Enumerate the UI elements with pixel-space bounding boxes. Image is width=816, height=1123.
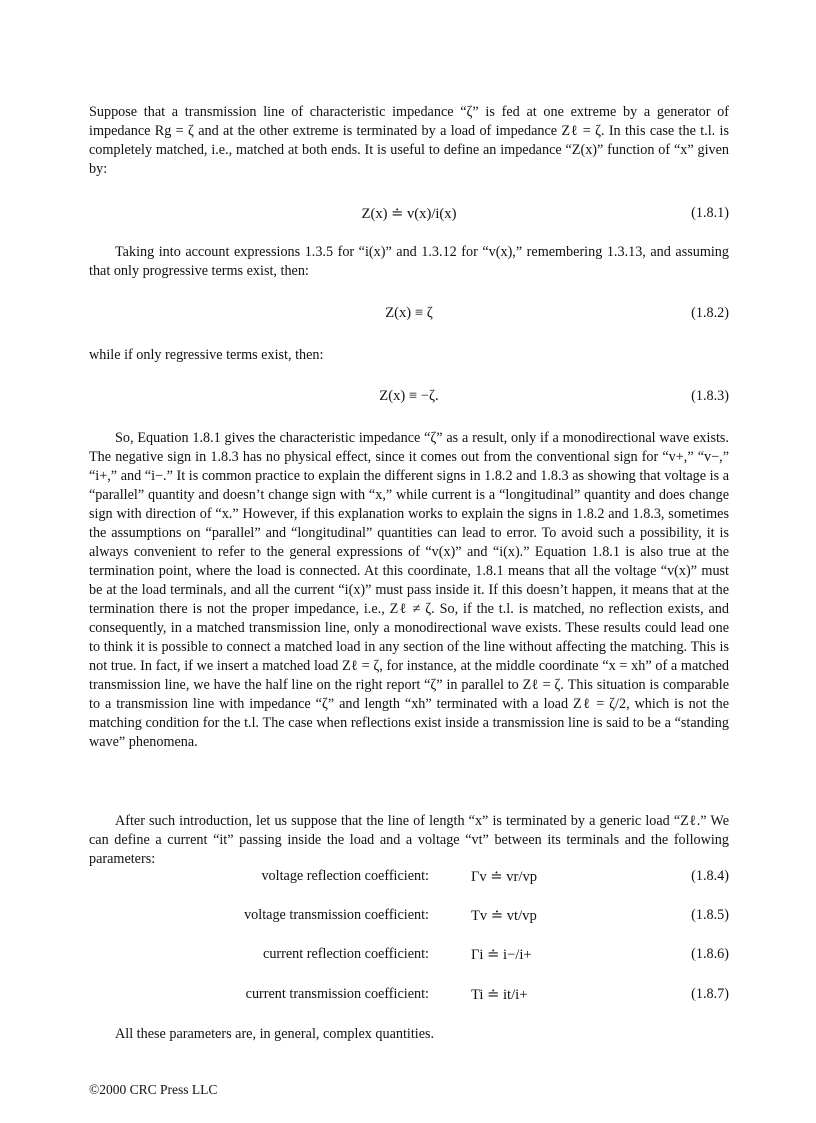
equation-number: (1.8.4)	[691, 868, 729, 884]
equation-number: (1.8.2)	[691, 305, 729, 321]
paragraph-expressions: Taking into account expressions 1.3.5 for “i(x)” and 1.3.12 for “v(x),” remembering 1.3.13, and assuming that only progressive terms exist, then:	[89, 244, 729, 279]
coefficient-label: voltage reflection coefficient:	[261, 868, 429, 884]
equation-number: (1.8.7)	[691, 986, 729, 1002]
coefficient-row-1-8-7	[89, 984, 729, 1006]
equation-expression: Z(x) ≐ v(x)/i(x)	[361, 206, 457, 222]
coefficient-label: voltage transmission coefficient:	[244, 907, 429, 923]
equation-expression: Z(x) ≡ ζ	[385, 305, 433, 321]
coefficient-label: current transmission coefficient:	[245, 986, 429, 1002]
equation-1-8-2	[89, 303, 729, 325]
equation-number: (1.8.6)	[691, 946, 729, 962]
coefficient-label: current reflection coefficient:	[263, 946, 429, 962]
coefficient-expression: Γv ≐ vr/vp	[471, 869, 538, 885]
coefficient-row-1-8-4	[89, 866, 729, 888]
equation-number: (1.8.3)	[691, 388, 729, 404]
paragraph-conclusion: All these parameters are, in general, complex quantities.	[115, 1026, 435, 1042]
paragraph-intro: Suppose that a transmission line of characteristic impedance “ζ” is fed at one extreme by a generator of impedance Rg = ζ and at the other extreme is terminated by a load of impedance Zℓ = ζ. In this case the t.l. is completely matched, i.e., matched at both ends. It is useful to define an impedance “Z(x)” function of “x” given by:	[89, 104, 729, 177]
equation-1-8-1	[89, 203, 729, 225]
paragraph-regressive: while if only regressive terms exist, then:	[89, 347, 324, 363]
equation-1-8-3	[89, 386, 729, 408]
equation-number: (1.8.1)	[691, 205, 729, 221]
equation-number: (1.8.5)	[691, 907, 729, 923]
equation-expression: Z(x) ≡ −ζ.	[379, 388, 439, 404]
coefficient-expression: Γi ≐ i−/i+	[471, 947, 532, 963]
paragraph-discussion: So, Equation 1.8.1 gives the characteristic impedance “ζ” as a result, only if a monodirectional wave exists. The negative sign in 1.8.3 has no physical effect, since it comes out from the conventional sign for “v+,” “v−,” “i+,” and “i−.” It is common practice to explain the different signs in 1.8.2 and 1.8.3 as showing that voltage is a “parallel” quantity and doesn’t change sign with “x,” while current is a “longitudinal” quantity and does change sign with direction of “x.” However, if this explanation works to explain the signs in 1.8.2 and 1.8.3, sometimes the assumptions on “parallel” and “longitudinal” quantities can lead to error. To avoid such a possibility, it is always convenient to refer to the general expressions of “v(x)” and “i(x).” Equation 1.8.1 is also true at the termination point, where the load is connected. At this coordinate, 1.8.1 means that all the voltage “v(x)” must be at the load terminals, and all the current “i(x)” must pass inside it. If this doesn’t happen, it means that at the termination there is not the proper impedance, i.e., Zℓ ≠ ζ. So, if the t.l. is matched, no reflection exists, and consequently, in a matched transmission line, only a monodirectional wave exists. These results could lead one to think it is possible to connect a matched load in any section of the line without affecting the matching. This is not true. In fact, if we insert a matched load Zℓ = ζ, for instance, at the middle coordinate “x = xh” of a matched transmission line, we have the half line on the right report “ζ” in parallel to Zℓ = ζ. This situation is comparable to a transmission line with impedance “ζ” and length “xh” terminated with a load Zℓ = ζ/2, which is not the matching condition for the t.l. The case when reflections exist inside a transmission line is said to be a “standing wave” phenomena.	[89, 430, 729, 750]
coefficient-expression: Tv ≐ vt/vp	[471, 908, 537, 924]
coefficient-row-1-8-6	[89, 944, 729, 966]
copyright-footer: ©2000 CRC Press LLC	[89, 1082, 218, 1097]
coefficient-expression: Ti ≐ it/i+	[471, 987, 528, 1003]
paragraph-parameters-intro: After such introduction, let us suppose that the line of length “x” is terminated by a generic load “Zℓ.” We can define a current “it” passing inside the load and a voltage “vt” between its terminals and the following parameters:	[89, 813, 729, 867]
coefficient-row-1-8-5	[89, 905, 729, 927]
